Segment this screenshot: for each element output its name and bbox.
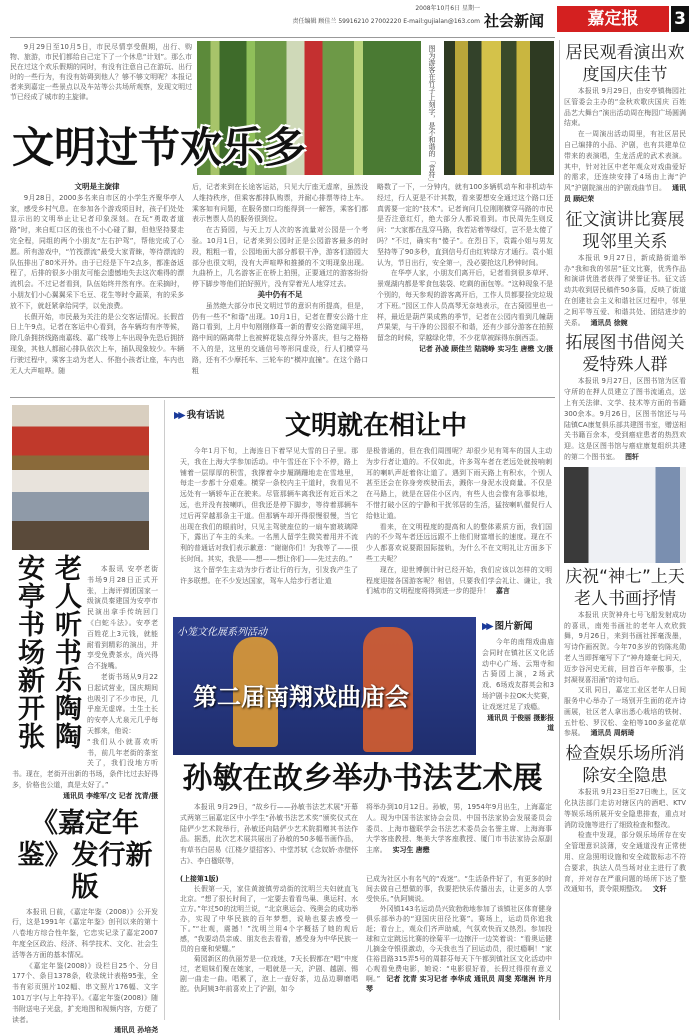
paragraph: 本报讯 9月23日至27日晚上，区文化执法部门走访对辖区内的酒吧、KTV等娱乐场所展开安全隐患排查，重点对消防设施等进行了细致检查和整改。: [564, 788, 686, 829]
intro-text: 9月29日至10月5日，市民尽情享受假期，出行、购物、旅游，市民们都给自己定下了一个休息“计划”。那么市民在过这个欢乐假期的同时，有没有注意自己在游玩、出行时的一些行为，有没有妨碍到他人？够不够文明呢？本报记者来到嘉定一些景点以及车站等公共场所观察，发现文明过节已经成了城市的主旋律。: [10, 43, 192, 101]
opinion-byline: 嘉言: [496, 587, 510, 596]
sidebar-divider: [559, 40, 560, 1020]
sidebar-headline: 征文演讲比赛展现邻里关系: [565, 209, 685, 252]
header-rule: [10, 37, 555, 38]
opinion-headline: 文明就在相让中: [285, 411, 468, 441]
anting-byline: 通讯员 李维军/文 记者 沈青/摄: [63, 791, 158, 800]
bamboo-photo-2: [444, 41, 554, 175]
sidebar-byline: 通讯员 徐婉: [590, 318, 628, 327]
sidebar-story: [564, 743, 686, 895]
lead-subhead-2: 美中仍有不足: [257, 289, 303, 299]
paragraph: 本报讯 日前，《嘉定年鉴（2008）》公开发行，这是1991年《嘉定年鉴》创刊以来的第十八卷地方综合性年鉴，它忠实记录了嘉定2007年度全区政治、经济、科学技术、文化、社会生活等各方面的基本情况。: [12, 907, 158, 959]
tag-label: 图片新闻: [494, 621, 533, 632]
sidebar-headline: 居民观看演出欢度国庆佳节: [565, 43, 685, 85]
sunmin-col-1: [180, 802, 358, 867]
section-rule: [10, 397, 555, 398]
photo-news-byline: 通讯员 于俊丽 摄影报道: [487, 713, 554, 733]
paragraph: “我们从小就喜欢听书，前几年老街的茶室关了，我们没地方听书。现在，老街开出新的书场，条件比过去好得多，价格也公道，真是太好了。”: [12, 737, 158, 789]
opinion-tag: [174, 407, 225, 421]
continued-col-2: [366, 874, 552, 994]
paragraph: 是极普通的，但在我们周围呢？却很少见有驾车的国人主动为步行者让道的。不仅如此，许多驾车者在老远处就按响刺耳的喇叭声赶着你让道了。遇到下雨天路上有积水，个别人甚至还会在你身旁疾驶而去，溅你一身泥水没商量。不仅是在马路上，就是在居住小区内，有些人也会像有急事似地，不惜打破小区的宁静和干扰邻居的生活，猛按喇叭催促行人给他让道。: [366, 447, 552, 520]
header-date: 2008年10月6日 星期一: [415, 5, 480, 12]
newspaper-logo: 嘉定报: [557, 6, 669, 32]
section-title: 社会新闻: [484, 12, 545, 30]
sidebar-story: [564, 209, 686, 329]
tag-label: 我有话说: [186, 410, 225, 421]
lead-subhead-1: 文明是主旋律: [74, 182, 120, 191]
sidebar-story: [564, 332, 686, 462]
anting-headline-1: 安亭书场新开张: [13, 554, 44, 750]
yearbook-byline: 通讯员 孙培尧: [114, 1026, 158, 1035]
sidebar-headline: 庆祝“神七”上天老人书画抒情: [565, 566, 685, 609]
paragraph-with-byline: [564, 129, 686, 205]
paragraph: 虽然绝大部分市民文明过节的意识有所提高，但是，仍有一些不“和谐”出现。10月1日，记者在曹安公路十庄路口看到，上月中旬刚刚修葺一新的曹安公路宽阔平坦，路中间的隔离带上也被鲜花装点得分外喜庆，但与之格格不入的是，这里的交通信号等形同虚设，行人们横穿马路，还有不少摩托车、三轮车的“横冲直撞”。在这个路口粗: [192, 301, 368, 375]
column-divider: [164, 400, 165, 1020]
anting-story: [12, 554, 158, 802]
paragraph-with-byline: [366, 904, 552, 994]
sidebar-byline: 通讯员 周炳琦: [590, 729, 635, 738]
paragraph: 今年1月下旬，上海连日下着罕见大雪的日子里。那天，我在上海大学参加活动。中午雪还在下个不停，路上铺着一层厚厚的积雪，我撑着伞步履蹒跚地走在雪地里，每走一步都十分艰难。横穿一条校内主干道时，我看见不远处有一辆轿车正在驶来。尽管那辆车离我还有近百米之远，也并没有按喇叭，但我还是停下脚步，等待着那辆车过后再穿越那条主干道。但那辆车却开得很慢很慢，当它出现在我们的眼前时，只见主驾驶座位的一扇车窗玻璃降下，露出了车主的头来。一名黑人留学生微笑着用并不流利的普通话对我们表示歉意：“谢谢你们！为我等了——很长时间。其实，我是——想——想让你们——先过去的。”: [180, 447, 358, 563]
photo-news-tag: [482, 618, 533, 632]
lead-col-2: [192, 182, 368, 376]
sunmin-headline: 孙敏在故乡举办书法艺术展: [182, 761, 543, 796]
calligraphy-photo: [564, 467, 686, 563]
paragraph-text: 本报讯 9月27日，区图书馆为区看守所的在押人员建立了图书流通点，送上有关法律、文学、技术等方面的书籍300余本。9月26日，区图书馆还与马陆镇CA康复俱乐部共建图书室，赠送相关书籍百余本，受到癌症患者的热烈欢迎。这是区图书馆与癌症康复组织共建的第二个图书室。: [564, 377, 686, 461]
header-editor: 责任编辑 顾佳兰 59916210 27002220 E-mail:gujialan@163.com: [292, 18, 480, 25]
storytelling-photo: [12, 405, 149, 550]
left-column-flow: [12, 554, 158, 1036]
header: [0, 0, 689, 38]
paragraph: 9月28日，2000多名来自市区的小学生齐聚华亭人家，感受乡村气息。在参加各个游戏项目时，孩子们处处显示出的文明举止让记者印象深刻。在玩“勇敢者道路”时，来自虹口区的张也不小心碰了脚，但他坚持要走完全程，同组的两个小朋友“左右护驾”，帮他完成了心愿。所有游戏中，“竹筏漂流”最受大家青睐，等待漂流的队伍排出了80米开外。由于已经是下午2点多，都准备返程了，后排的很多小朋友可能会遗憾地失去这次难得的漂流机会。不过记者看到，队伍始终井然有序。在采摘时，小朋友们小心翼翼采下毛豆、花生等时令蔬菜，有的采多放不下，就赶紧拿给同学，以免浪费。: [10, 193, 184, 310]
paragraph: 在华亭人家，小朋友们离开后，记者看到很多草坪、景观湖内都是零食包装袋、吃剩的面包等。“这种现象不是个别的，每天参观的游客离开后，工作人员都要捡完垃圾才下班。”园区工作人员高琴无奈地表示，在古猗园里也一样，最近是葫芦果成熟的季节，记者在公园内看到几幢葫芦果架，与干净的公园很不和谐，还有少部分游客在拍照留念的时候，穿越绿化带，不少花草被踩得东倒西歪。: [377, 269, 553, 343]
opinion-col-2: [366, 446, 552, 597]
sidebar-story: [564, 42, 686, 205]
yearbook-headline: 《嘉定年鉴》发行新版: [17, 807, 153, 903]
sidebar: [564, 42, 686, 899]
paragraph: 在古猗园，与天上万人次的客流量对公园是一个考验。10月1日，记者来到公园时正是公园游客最多的时段，粗粗一看，公园地面大部分都很干净，游客们游园大部分也很文明，没有大声喧哗和推搡的不文明现象出现。九曲桥上，几名游客正在桥上拍照，正要通过的游客纷纷停下脚步等他们拍好照片，没有穿着光人地穿过去。: [192, 226, 368, 289]
paragraph: 已成为社区小有名气的“戏迷”。“生活条件好了，有更多的时间去做自己想做的事，我要把快乐传播出去，让更多的人享受快乐。”仇阿姨说。: [366, 875, 552, 903]
paragraph: 老街书场从9月22日起试营业，国庆期间也吸引了不少市民，几乎座无虚席。土生土长的安亭人尤泉元几乎每天都来，他说：: [87, 672, 158, 735]
paragraph: 本报讯 安亭老街书场9月28日正式开张，上海评弹团国家一级演员秦建国为安亭市民演出拿手传统回门《白蛇斗法》。安亭老百姓花上3元钱，就能耐看到精彩的演出，并享受免费茶水，尚兴得合不拢嘴。: [87, 565, 158, 671]
sidebar-headline: 拓展图书借阅关爱特殊人群: [565, 333, 685, 376]
paragraph: 《嘉定年鉴(2008)》设栏目25个、分目177个、条目1378条，收录统计表格95张，全书有彩页照片102幅、串文照片176幅、文字101万字(与上年持平)。《嘉定年鉴(2008)》随书附送电子光盘，扩充地图和视频内容，方便了读者。: [12, 961, 158, 1024]
paragraph-text: 又讯 同日，嘉定工业区老年人日间服务中心举办了一场别开生面的花卉诗画展，社区老人拿出悉心栽培的铁树、五针松、罗汉松、金柏等100多盆花草参展。: [564, 686, 686, 738]
paragraph: 后，记者来到在长途客运站，只见大厅座无虚席，虽然没人维持秩序，但乘客都排队购票，并耐心排票等待上车。乘客如有问题，在服务窗口均能得到一一解答，乘客们都表示售票人员的服务很到位。: [192, 183, 368, 224]
paragraph-text: 本报讯 9月27日，新成路街道举办“我和我的邻居”征文比赛，优秀作品和演讲优胜者获得了荣誉证书。征文活动共收到居民稿件50多篇，反映了街道在创建社会主义和谐社区过程中，邻里之间平等互爱、和谐共处、团结进步的关系。: [564, 253, 686, 327]
opinion-col-1: [180, 446, 358, 586]
paragraph-with-byline: [564, 253, 686, 329]
double-arrow-icon: ▶▶: [174, 410, 183, 421]
paragraph-with-byline: [564, 830, 686, 895]
banner-top-text: 小笼文化展系列活动: [177, 627, 267, 638]
banner-text: 第二届南翔戏曲庙会: [193, 683, 409, 711]
paragraph: 本报讯 庆贺神舟七号飞船发射成功的喜讯，南苑书画社的老年人欢欣鼓舞，9月26日，来到书画社挥毫泼墨，写诗作画祝贺。今年70多岁的钧陈兆勋老人当即挥毫写下了“神舟雄豪七问天，迈步谷河史无前，回首百年辛酸事，尘封凝视喜泪涌”的诗句后。: [564, 610, 686, 684]
paragraph-with-byline: [564, 685, 686, 739]
photo-news-text: [482, 637, 554, 734]
continued-byline: 记者 沈青 实习记者 李华成 通讯员 周斐 郑继洲 许月琴: [366, 975, 553, 993]
paragraph-with-byline: [564, 376, 686, 462]
paragraph: 这个留学生主动为步行者让行的行为，引发我产生了许多联想。在不少发达国家，驾车人给步行者让道: [180, 565, 358, 585]
sidebar-byline: 通讯员 顾纪荣: [564, 184, 686, 203]
paragraph-text: 将举办到10月12日。孙敏，男，1954年9月出生，上海嘉定人。现为中国书法家协会会员、中国书法家协会发展委员会委员、上海市楹联学会书法艺术委员会名誉主席、上海海事大学客座教授、集美大学客座教授、厦门市书法家协会原副主席。: [366, 803, 552, 855]
paragraph-with-byline: [366, 802, 552, 856]
lead-intro: [10, 42, 192, 102]
continued-label: (上接第1版): [180, 875, 219, 883]
paragraph: 今年的南翔戏曲庙会同时在镇社区文化活动中心广场、云翔寺和古猗园上演，2场武戏、6场戏友群英会和3场沪剧卡拉OK大奖赛，让戏迷过足了戏瘾。: [482, 638, 554, 711]
paragraph-with-byline: [366, 565, 552, 597]
lead-col-3: [377, 182, 553, 355]
paragraph: 本报讯 9月29日，“故乡行——孙敏书法艺术展”开幕式两第三届嘉定区中小学生“孙敏书法艺术奖”颁奖仪式在陆俨少艺术院举行，孙敏还向陆俨少艺术院捐赠其书法作品。据悉，此次艺术展共展出了孙敏的50多幅书画作品，有草书白居易《江楼夕望招客》、中堂苏轼《念奴娇·赤壁怀古》、李白楹联等，: [180, 803, 358, 865]
paragraph-text: 检查中发现，部分娱乐场所存在安全管理意识淡薄，安全通道没有正常使用、应急照明设施和安全疏散标志不符合要求，执法人员当场对业主进行了教育，并对存在严重问题的场所下达了整改通知书，责令限期整改。: [564, 831, 686, 894]
anting-headline-2: 老人听书乐陶陶: [50, 554, 81, 750]
paragraph: 略数了一下，一分钟内，就有100多辆机动车和非机动车经过，行人更是不计其数，看来要想安全通过这个路口还真需要一定的“技术”。记者询问几位刚刚横穿马路的市民是否注意红灯，绝大部分人都说看到。市民周先生则反问：“大家都在乱穿马路，我若站着等绿灯，岂不是太傻了吗？”不过，确实有“傻子”。在烈日下，袁霞小姐与男友坚持等了90多秒，直到信号灯由红转绿方才通行。袁小姐认为，节日出行，安全第一，没必要抢这几秒钟时间。: [377, 183, 553, 267]
paragraph: 看来，在文明程度的提高和人的整体素质方面，我们国内的不少驾车者还远远跟不上他们财富增长的速度。现在不少人都喜欢说要跟国际接轨，为什么不在文明礼让方面多下些工夫呢？: [366, 522, 552, 563]
paragraph-text: 外冈镇143名运动员兴致勃勃地参加了该镇社区体育健身俱乐部举办的“迎国庆田径比赛”。赛场上，运动员你追我赶；看台上，观众们齐声助威，气氛欢快而又热烈。参加投球和立定跳远比赛的徐菊平一边擦汗一边笑着说：“看奥运健儿摘金夺银很激动，今天我也当了回运动员，很过瘾啊！”家住裕昌路315弄5号的周群芬每天下午都到镇社区文化活动中心观看免费电影，她说：“电影很好看，长假过得很有意义啊。”: [366, 905, 552, 983]
paragraph-text: 在一周演出活动周里，有社区居民自己编排的小品、沪剧，也有共建单位带来的表演唱，生龙活虎的武术表演。其中，针对社区中老年观众对戏曲爱好的需求，还连续安排了4场由上海“沪风”沪剧院演出的沪剧戏曲节目。: [564, 130, 686, 193]
yearbook-text: [12, 907, 158, 1026]
sidebar-byline: 文轩: [652, 885, 667, 894]
sidebar-story: [564, 566, 686, 740]
continued-col-1: [180, 874, 358, 994]
opera-photo: [173, 617, 476, 755]
anting-headlines: [12, 554, 84, 760]
paragraph: 本报讯 9月29日，由安亭镇梅园社区管委会主办的“金秋欢歌庆国庆 百姓品艺大舞台”演出活动周在梅园广场圆满结束。: [564, 87, 686, 128]
lead-col-1: [10, 182, 184, 376]
page-number: 3: [671, 6, 689, 32]
sunmin-byline: 实习生 唐懋: [392, 846, 430, 855]
photo-caption: 图为游客在竹子上刻字，是不和谐的「音符」: [428, 45, 436, 185]
lead-byline: 记者 孙凌 顾佳兰 陆晓峥 实习生 唐懋 文/摄: [418, 344, 553, 353]
double-arrow-icon: ▶▶: [482, 621, 491, 632]
yearbook-story: [12, 808, 158, 1036]
paragraph: 长假开始，市民最为关注的是公交客运情况。长假首日上午9点，记者在客运中心看到，各车辆均有序等候，除几条拥挤线路南嘉线、嘉广线等上车出现争先恐后拥挤现象，其他人都耐心排队依次上车，插队现象较少。车辆行驶过程中，乘客主动为老人、怀抱小孩者让座，车内也无人大声喧哗。随: [10, 312, 184, 375]
sidebar-byline: 图轩: [625, 452, 639, 461]
lead-headline: 文明过节欢乐多: [12, 123, 307, 172]
sidebar-headline: 检查娱乐场所消除安全隐患: [565, 744, 685, 787]
sunmin-col-2: [366, 802, 552, 856]
paragraph: 长假第一天，家住黄渡镇劳动街的沈明兰夫妇就直飞北京。“想了很长时间了，一定要去看看鸟巢、奥运村、水立方。”年过50的沈明兰说，“北京奥运会、残奥会的成功举办，实现了中华民族的百年梦想，说啥也要去感受一下。”“壮观，震撼！”沈明兰用4个字概括了她的观后感，“我要动员亲戚、朋友也去看看，感受身为中华民族一员的自豪和荣耀。”: [180, 885, 358, 953]
paragraph-text: 现在，迎世博倒计时已经开始，我们应该以怎样的文明程度迎接各国游客呢？相信，只要我们学会礼让、谦让，我们城市的文明程度将得到进一步的提升！: [366, 565, 552, 596]
paragraph: 菊园新区的仇丽芳是一位戏迷，7天长假都在“唱”中度过，老姐妹们聚在她家，一唱就是一天，沪剧、越剧、锡剧一曲走一曲。唱累了，泡上一壶好茶，边品边聊磨唱腔。仇阿姨3年前喜欢上了沪剧，如今: [180, 955, 358, 993]
